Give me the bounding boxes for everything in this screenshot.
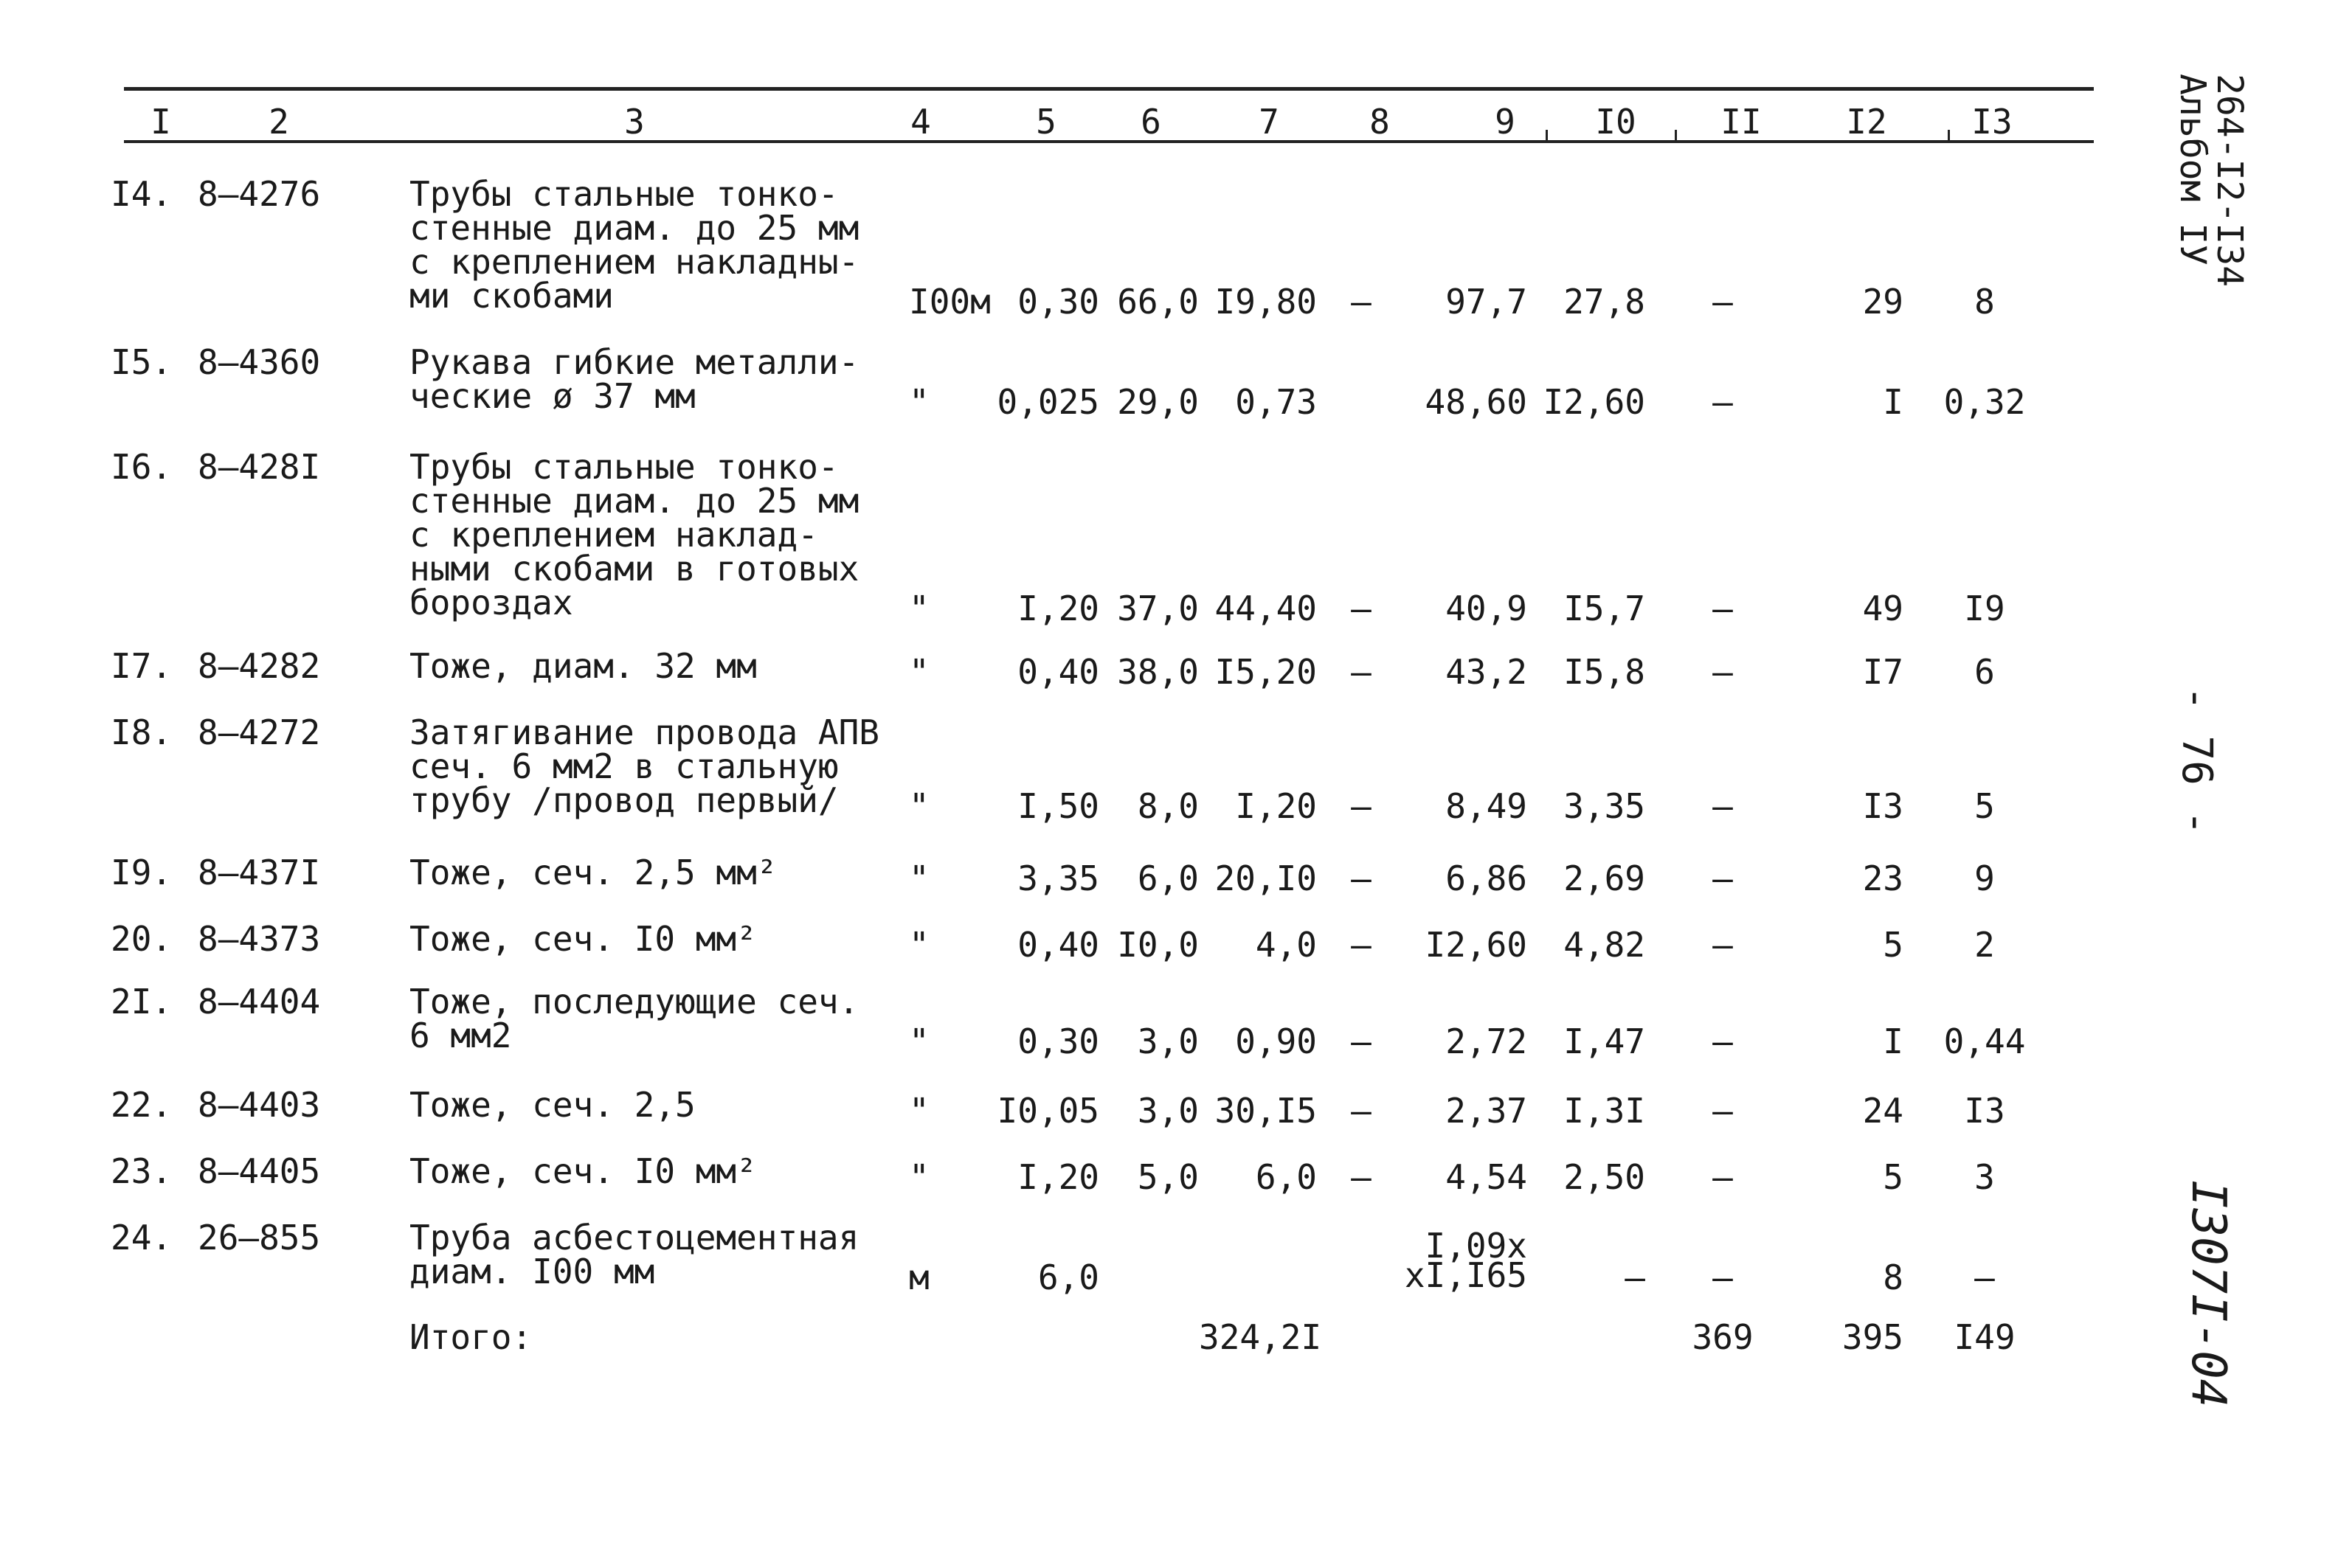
row-description: [409, 174, 859, 316]
row-col5: 3,35: [1017, 858, 1099, 898]
row-col9: 6,86: [1445, 858, 1527, 898]
row-col10: I5,7: [1563, 589, 1645, 628]
row-col11: –: [1712, 1091, 1733, 1131]
row-col8: –: [1351, 786, 1372, 826]
row-unit: ": [909, 858, 930, 898]
row-col12: I: [1883, 382, 1903, 422]
row-description: [409, 919, 757, 959]
row-description: [409, 342, 859, 416]
row-col8: –: [1351, 589, 1372, 628]
row-col12: 49: [1862, 589, 1903, 628]
description-line: ми скобами: [409, 276, 614, 316]
column-header-11: II: [1720, 102, 1762, 142]
side-code: 264-I2-I34: [2209, 74, 2250, 287]
column-header-4: 4: [910, 102, 931, 142]
row-col9: 2,37: [1445, 1091, 1527, 1131]
column-header-10: I0: [1595, 102, 1636, 142]
row-col12: 8: [1883, 1257, 1903, 1297]
row-col10: 27,8: [1563, 282, 1645, 322]
description-line: Затягивание провода АПВ: [409, 712, 879, 752]
column-header-6: 6: [1141, 102, 1161, 142]
row-col5: 0,40: [1017, 652, 1099, 692]
side-page-number: - 76 -: [2173, 686, 2221, 836]
row-col6: 3,0: [1137, 1091, 1199, 1131]
description-line: стенные диам. до 25 мм: [409, 208, 859, 248]
row-col9: 43,2: [1445, 652, 1527, 692]
row-col9: I2,60: [1425, 925, 1527, 965]
description-line: ными скобами в готовых: [409, 549, 859, 589]
row-unit: ": [909, 382, 930, 422]
row-col8: –: [1351, 282, 1372, 322]
description-line: сеч. 6 мм2 в стальную: [409, 746, 839, 786]
row-unit: ": [909, 1157, 930, 1197]
row-col11: –: [1712, 382, 1733, 422]
row-col11: –: [1712, 1257, 1733, 1297]
description-line: диам. I00 мм: [409, 1252, 655, 1291]
row-number: 22.: [111, 1085, 173, 1125]
row-col7: 0,73: [1235, 382, 1317, 422]
row-col7: I,20: [1235, 786, 1317, 826]
row-code: 8–4360: [198, 342, 321, 382]
row-col8: –: [1351, 1091, 1372, 1131]
total-col11: 369: [1692, 1317, 1754, 1357]
row-col5: 0,30: [1017, 282, 1099, 322]
row-col11: –: [1712, 858, 1733, 898]
column-header-5: 5: [1036, 102, 1056, 142]
row-col12: I: [1883, 1021, 1903, 1061]
row-col8: –: [1351, 1021, 1372, 1061]
row-code: 8–4276: [198, 174, 321, 214]
row-col5: 6,0: [1037, 1257, 1099, 1297]
row-code: 8–4403: [198, 1085, 321, 1125]
row-col6: 38,0: [1117, 652, 1199, 692]
row-col13: 3: [1974, 1157, 1995, 1197]
row-number: I4.: [111, 174, 173, 214]
row-col7: 4,0: [1255, 925, 1317, 965]
column-header-9: 9: [1495, 102, 1515, 142]
row-col5: 0,40: [1017, 925, 1099, 965]
column-header-3: 3: [624, 102, 645, 142]
row-col5: I,20: [1017, 1157, 1099, 1197]
row-col10: I,3I: [1563, 1091, 1645, 1131]
header-tick: [1675, 130, 1677, 142]
total-col7: 324,2I: [1199, 1317, 1322, 1357]
row-code: 8–4373: [198, 919, 321, 959]
row-description: [409, 853, 778, 892]
description-line: Рукава гибкие металли-: [409, 342, 859, 382]
column-header-1: I: [151, 102, 171, 142]
row-number: 23.: [111, 1151, 173, 1191]
row-col11: –: [1712, 589, 1733, 628]
total-col12: 395: [1841, 1317, 1903, 1357]
row-col13: I3: [1964, 1091, 2005, 1131]
row-col9: I,09х хI,I65: [1404, 1226, 1527, 1295]
row-col5: I0,05: [997, 1091, 1099, 1131]
header-tick: [1948, 130, 1950, 142]
row-col9: 48,60: [1425, 382, 1527, 422]
row-col8: –: [1351, 652, 1372, 692]
side-document-number: I307I-04: [2181, 1180, 2235, 1408]
row-col5: I,20: [1017, 589, 1099, 628]
description-line: бороздах: [409, 583, 573, 622]
row-col8: –: [1351, 858, 1372, 898]
row-col13: 6: [1974, 652, 1995, 692]
row-col7: I9,80: [1214, 282, 1317, 322]
column-header-12: I2: [1846, 102, 1887, 142]
row-col10: –: [1625, 1257, 1645, 1297]
row-number: 24.: [111, 1218, 173, 1257]
total-label: Итого:: [409, 1317, 533, 1357]
row-col13: 5: [1974, 786, 1995, 826]
row-number: I5.: [111, 342, 173, 382]
row-col12: 29: [1862, 282, 1903, 322]
description-line: Трубы стальные тонко-: [409, 447, 839, 487]
row-unit: м: [909, 1257, 930, 1297]
row-description: [409, 1218, 859, 1291]
row-col5: I,50: [1017, 786, 1099, 826]
row-code: 8–4404: [198, 982, 321, 1021]
row-col11: –: [1712, 786, 1733, 826]
row-col13: 0,44: [1943, 1021, 2026, 1061]
row-col12: I7: [1862, 652, 1903, 692]
row-col6: 66,0: [1117, 282, 1199, 322]
row-code: 8–437I: [198, 853, 321, 892]
row-col6: 29,0: [1117, 382, 1199, 422]
row-col5: 0,30: [1017, 1021, 1099, 1061]
row-col13: 8: [1974, 282, 1995, 322]
row-col11: –: [1712, 282, 1733, 322]
row-col10: I5,8: [1563, 652, 1645, 692]
row-col11: –: [1712, 1157, 1733, 1197]
description-line: Тоже, диам. 32 мм: [409, 646, 757, 686]
description-line: Труба асбестоцементная: [409, 1218, 859, 1257]
row-number: I7.: [111, 646, 173, 686]
description-line: Тоже, сеч. 2,5: [409, 1085, 696, 1125]
row-col9: 40,9: [1445, 589, 1527, 628]
row-unit: I00м: [909, 282, 991, 322]
row-description: [409, 447, 859, 622]
description-line: Тоже, сеч. 2,5 мм²: [409, 853, 778, 892]
row-col10: 3,35: [1563, 786, 1645, 826]
column-header-7: 7: [1259, 102, 1279, 142]
description-line: Тоже, последующие сеч.: [409, 982, 859, 1021]
description-line: трубу /провод первый/: [409, 780, 839, 820]
row-number: 2I.: [111, 982, 173, 1021]
header-tick: [1546, 130, 1548, 142]
table-header-rule: [124, 140, 2094, 143]
row-col6: 8,0: [1137, 786, 1199, 826]
row-description: [409, 982, 859, 1055]
row-col7: 0,90: [1235, 1021, 1317, 1061]
row-code: 8–4405: [198, 1151, 321, 1191]
row-description: [409, 712, 879, 820]
row-col10: 2,69: [1563, 858, 1645, 898]
row-col7: 6,0: [1255, 1157, 1317, 1197]
row-col7: 20,I0: [1214, 858, 1317, 898]
row-col7: 30,I5: [1214, 1091, 1317, 1131]
description-line: ческие ø 37 мм: [409, 376, 696, 416]
row-unit: ": [909, 1021, 930, 1061]
row-unit: ": [909, 589, 930, 628]
table-top-rule: [124, 87, 2094, 91]
row-col6: I0,0: [1117, 925, 1199, 965]
row-number: I8.: [111, 712, 173, 752]
row-col12: 5: [1883, 925, 1903, 965]
column-header-13: I3: [1971, 102, 2013, 142]
row-col12: I3: [1862, 786, 1903, 826]
row-col7: I5,20: [1214, 652, 1317, 692]
row-col9: 2,72: [1445, 1021, 1527, 1061]
column-header-8: 8: [1369, 102, 1390, 142]
row-col9: 97,7: [1445, 282, 1527, 322]
row-col6: 6,0: [1137, 858, 1199, 898]
row-col6: 37,0: [1117, 589, 1199, 628]
row-col11: –: [1712, 1021, 1733, 1061]
description-line: с креплением накладны-: [409, 242, 859, 282]
description-line: 6 мм2: [409, 1016, 512, 1055]
row-col13: –: [1974, 1257, 1995, 1297]
row-col13: 2: [1974, 925, 1995, 965]
row-col5: 0,025: [997, 382, 1099, 422]
row-number: 20.: [111, 919, 173, 959]
row-unit: ": [909, 925, 930, 965]
row-col12: 24: [1862, 1091, 1903, 1131]
row-col11: –: [1712, 925, 1733, 965]
description-line: Трубы стальные тонко-: [409, 174, 839, 214]
row-description: [409, 646, 757, 686]
row-code: 8–428I: [198, 447, 321, 487]
row-col10: I2,60: [1543, 382, 1645, 422]
row-col10: 4,82: [1563, 925, 1645, 965]
description-line: Тоже, сеч. I0 мм²: [409, 919, 757, 959]
row-unit: ": [909, 786, 930, 826]
total-col13: I49: [1954, 1317, 2016, 1357]
row-col11: –: [1712, 652, 1733, 692]
row-col6: 3,0: [1137, 1021, 1199, 1061]
row-col13: 0,32: [1943, 382, 2026, 422]
row-number: I6.: [111, 447, 173, 487]
row-description: [409, 1151, 757, 1191]
row-col12: 23: [1862, 858, 1903, 898]
row-col13: I9: [1964, 589, 2005, 628]
row-col13: 9: [1974, 858, 1995, 898]
row-description: [409, 1085, 696, 1125]
column-header-2: 2: [269, 102, 289, 142]
row-col10: I,47: [1563, 1021, 1645, 1061]
row-code: 8–4272: [198, 712, 321, 752]
row-col8: –: [1351, 1157, 1372, 1197]
row-col9: 4,54: [1445, 1157, 1527, 1197]
row-col12: 5: [1883, 1157, 1903, 1197]
row-col6: 5,0: [1137, 1157, 1199, 1197]
row-code: 26–855: [198, 1218, 321, 1257]
row-col9: 8,49: [1445, 786, 1527, 826]
row-unit: ": [909, 1091, 930, 1131]
row-unit: ": [909, 652, 930, 692]
row-number: I9.: [111, 853, 173, 892]
description-line: стенные диам. до 25 мм: [409, 481, 859, 521]
row-col8: –: [1351, 925, 1372, 965]
row-code: 8–4282: [198, 646, 321, 686]
description-line: Тоже, сеч. I0 мм²: [409, 1151, 757, 1191]
description-line: с креплением наклад-: [409, 515, 818, 555]
row-col7: 44,40: [1214, 589, 1317, 628]
row-col10: 2,50: [1563, 1157, 1645, 1197]
side-album: Альбом IУ: [2172, 74, 2213, 266]
